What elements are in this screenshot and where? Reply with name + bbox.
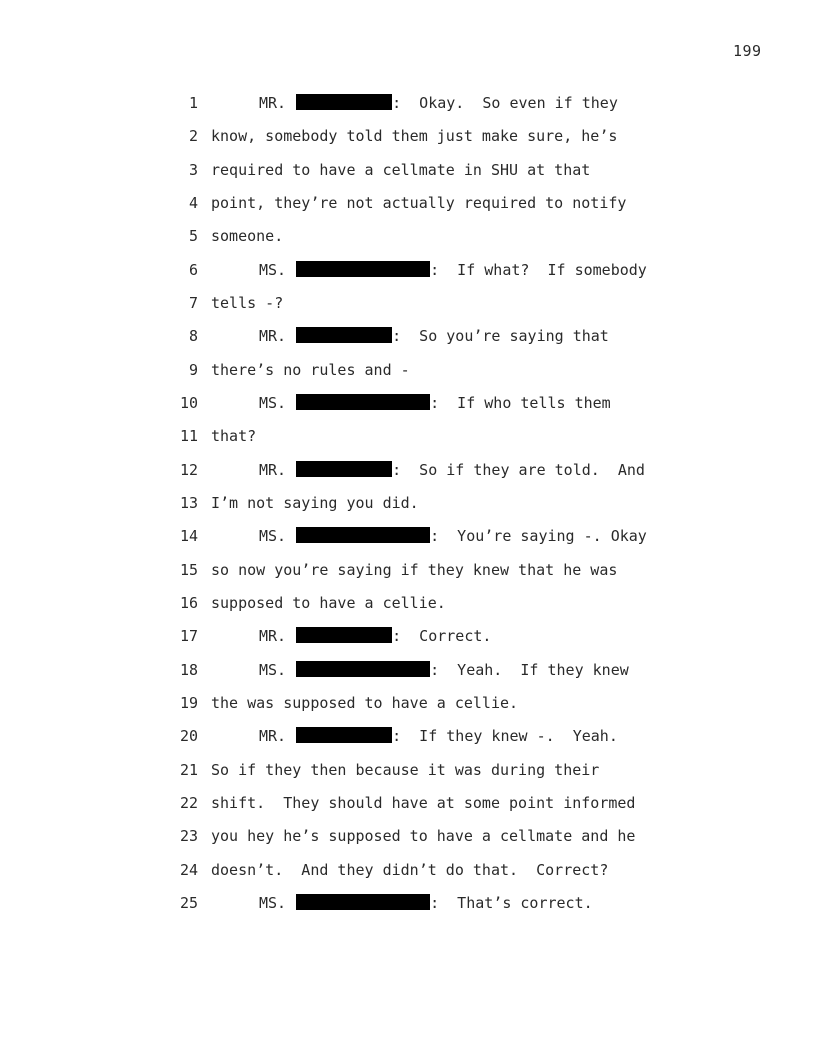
transcript-line: [0, 687, 816, 720]
speech-text: : Okay. So even if they: [392, 94, 618, 112]
line-number: 20: [179, 727, 198, 746]
line-number: 4: [188, 193, 198, 212]
transcript-line: [0, 587, 816, 620]
redaction-box: [296, 461, 392, 477]
speaker-title: MR.: [259, 727, 287, 746]
speaker-title: MS.: [259, 260, 287, 279]
line-text: someone.: [211, 227, 284, 246]
transcript-line: [0, 654, 816, 687]
transcript-body: [0, 87, 816, 920]
line-number: 6: [188, 260, 198, 279]
line-number: 24: [179, 860, 198, 879]
line-number: 9: [188, 360, 198, 379]
line-number: 23: [179, 827, 198, 846]
speaker-line: [259, 720, 618, 753]
transcript-line: [0, 387, 816, 420]
speaker-line: [259, 887, 593, 920]
speaker-line: [259, 320, 609, 353]
line-text: point, they’re not actually required to notify: [211, 193, 627, 212]
line-text: there’s no rules and -: [211, 360, 410, 379]
transcript-line: [0, 320, 816, 353]
speaker-line: [259, 254, 647, 287]
speaker-title: MR.: [259, 94, 287, 112]
line-number: 5: [188, 227, 198, 246]
transcript-line: [0, 820, 816, 853]
speaker-title: MS.: [259, 393, 287, 412]
line-text: so now you’re saying if they knew that he was: [211, 560, 618, 579]
speaker-line: [259, 454, 645, 487]
line-number: 19: [179, 693, 198, 712]
transcript-line: [0, 87, 816, 120]
transcript-line: [0, 887, 816, 920]
speaker-line: [259, 620, 491, 653]
line-text: required to have a cellmate in SHU at that: [211, 160, 591, 179]
transcript-line: [0, 720, 816, 753]
line-number: 11: [179, 427, 198, 446]
line-number: 12: [179, 460, 198, 479]
speech-text: : Correct.: [392, 627, 492, 646]
line-text: shift. They should have at some point informed: [211, 793, 636, 812]
line-number: 1: [188, 94, 198, 112]
redaction-box: [296, 727, 392, 743]
redaction-box: [296, 261, 430, 277]
line-text: that?: [211, 427, 257, 446]
line-text: I’m not saying you did.: [211, 493, 419, 512]
speaker-title: MS.: [259, 527, 287, 546]
speaker-title: MR.: [259, 327, 287, 346]
speaker-title: MS.: [259, 660, 287, 679]
line-number: 7: [188, 293, 198, 312]
transcript-line: [0, 187, 816, 220]
transcript-line: [0, 620, 816, 653]
transcript-line: [0, 454, 816, 487]
transcript-line: [0, 787, 816, 820]
redaction-box: [296, 527, 430, 543]
speech-text: : If who tells them: [430, 393, 611, 412]
transcript-line: [0, 487, 816, 520]
redaction-box: [296, 327, 392, 343]
line-number: 16: [179, 593, 198, 612]
line-number: 25: [179, 893, 198, 912]
speaker-line: [259, 520, 647, 553]
speaker-title: MR.: [259, 460, 287, 479]
speaker-title: MR.: [259, 627, 287, 646]
transcript-line: [0, 854, 816, 887]
speech-text: : Yeah. If they knew: [430, 660, 629, 679]
transcript-line: [0, 554, 816, 587]
speaker-line: [259, 654, 629, 687]
line-number: 14: [179, 527, 198, 546]
line-text: you hey he’s supposed to have a cellmate and he: [211, 827, 636, 846]
redaction-box: [296, 894, 430, 910]
transcript-line: [0, 254, 816, 287]
speaker-title: MS.: [259, 893, 287, 912]
speech-text: : You’re saying -. Okay: [430, 527, 647, 546]
transcript-line: [0, 120, 816, 153]
speaker-line: [259, 87, 618, 120]
transcript-line: [0, 220, 816, 253]
line-number: 21: [179, 760, 198, 779]
speech-text: : That’s correct.: [430, 893, 593, 912]
redaction-box: [296, 661, 430, 677]
speech-text: : If they knew -. Yeah.: [392, 727, 618, 746]
line-number: 18: [179, 660, 198, 679]
line-number: 15: [179, 560, 198, 579]
line-text: tells -?: [211, 293, 284, 312]
transcript-line: [0, 520, 816, 553]
line-text: the was supposed to have a cellie.: [211, 693, 519, 712]
line-text: supposed to have a cellie.: [211, 593, 446, 612]
line-number: 10: [179, 393, 198, 412]
redaction-box: [296, 394, 430, 410]
line-text: doesn’t. And they didn’t do that. Correct?: [211, 860, 609, 879]
transcript-line: [0, 287, 816, 320]
transcript-line: [0, 154, 816, 187]
speech-text: : So you’re saying that: [392, 327, 609, 346]
speech-text: : If what? If somebody: [430, 260, 647, 279]
line-number: 13: [179, 493, 198, 512]
transcript-line: [0, 754, 816, 787]
speech-text: : So if they are told. And: [392, 460, 645, 479]
line-text: So if they then because it was during their: [211, 760, 600, 779]
line-number: 3: [188, 160, 198, 179]
page-number: 199: [733, 42, 762, 60]
transcript-line: [0, 354, 816, 387]
line-number: 17: [179, 627, 198, 646]
line-text: know, somebody told them just make sure, he’s: [211, 127, 618, 146]
redaction-box: [296, 627, 392, 643]
line-number: 2: [188, 127, 198, 146]
speaker-line: [259, 387, 611, 420]
line-number: 22: [179, 793, 198, 812]
transcript-line: [0, 420, 816, 453]
redaction-box: [296, 94, 392, 110]
line-number: 8: [188, 327, 198, 346]
